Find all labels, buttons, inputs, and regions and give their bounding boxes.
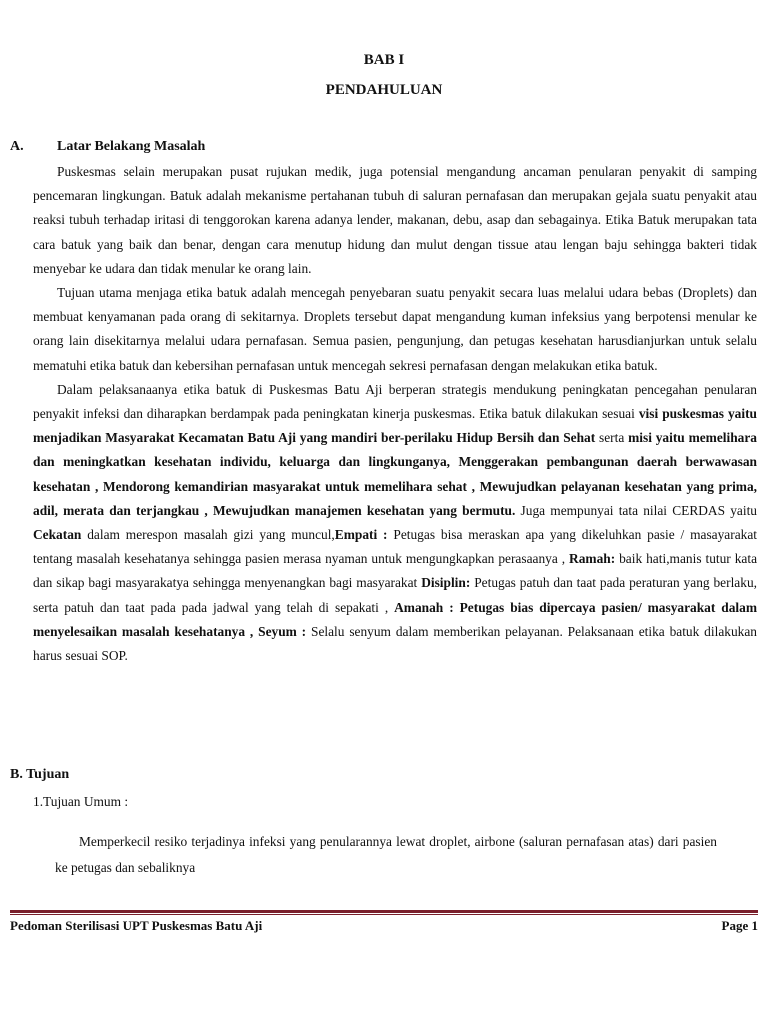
bold-segment: Cekatan bbox=[33, 527, 82, 543]
paragraph-2: Tujuan utama menjaga etika batuk adalah mencegah penyebaran suatu penyakit secara luas melalui udara bebas (Droplets) dan membuat kenyamanan pada orang di sekitarnya. Droplets tersebut dapat mengandung kuman infeksius yang berpotensi menular ke orang lain disekitarnya melalui udara pernafasan. Semua pasien, pengunjung, dan petugas kesehatan harusdianjurkan untuk selalu mematuhi etika batuk dan kebersihan pernafasan untuk mencegah sekresi pernafasan dengan melakukan etika batuk. bbox=[33, 285, 757, 373]
bold-segment: Disiplin: bbox=[421, 575, 471, 591]
text-segment: Dalam pelaksanaanya etika batuk di Puskesmas Batu Aji berperan strategis mendukung peningkatan pencegahan penularan penyakit infeksi dan diharapkan berdampak pada peningkatan kinerja puskesmas. Etika batuk dilakukan sesuai bbox=[33, 381, 757, 422]
section-b-subheading: 1.Tujuan Umum : bbox=[33, 794, 129, 809]
section-a-marker: A. bbox=[10, 139, 24, 154]
text-segment: baik hati,manis tutur kata dan sikap bagi masyarakatya sehingga menyenangkan bagi masyarakat bbox=[33, 551, 758, 591]
text-segment: Petugas patuh dan taat pada peraturan yang berlaku, serta patuh dan taat pada pada jadwal yang telah di sepakati , bbox=[33, 575, 757, 615]
page-number: Page 1 bbox=[721, 918, 758, 933]
text-segment: dalam merespon masalah gizi yang muncul, bbox=[81, 527, 335, 543]
tujuan-umum-paragraph: Memperkecil resiko terjadinya infeksi yang penularannya lewat droplet, airbone (saluran pernafasan atas) dari pasien ke petugas dan sebaliknya bbox=[55, 834, 717, 875]
bold-segment: visi puskesmas yaitu menjadikan Masyarakat Kecamatan Batu Aji yang mandiri ber-perilaku Hidup Bersih dan Sehat bbox=[33, 406, 758, 446]
bold-segment: Empati : bbox=[334, 527, 388, 543]
bold-segment: Ramah: bbox=[569, 551, 616, 567]
chapter-number: BAB I bbox=[363, 52, 405, 68]
text-segment: serta bbox=[595, 430, 629, 446]
bold-segment: Amanah : Petugas bias dipercaya pasien/ masyarakat dalam menyelesaikan masalah kesehatanya , Seyum : bbox=[33, 599, 758, 639]
section-b-body bbox=[55, 829, 717, 881]
text-segment: Juga mempunyai tata nilai CERDAS yaitu bbox=[515, 502, 758, 518]
paragraph-3 bbox=[33, 378, 757, 668]
section-b-heading: B. Tujuan bbox=[10, 767, 70, 782]
bold-segment: misi yaitu memelihara dan meningkatkan kesehatan individu, keluarga dan lingkunganya, Menggerakan pembangunan daerah berwawasan kesehatan , Mendorong kemandirian masyarakat untuk memelihara sehat , Mewujudkan pelayanan kesehatan yang prima, adil, merata dan terjangkau , Mewujudkan manajemen kesehatan yang bermutu. bbox=[33, 430, 757, 518]
chapter-title: PENDAHULUAN bbox=[325, 82, 443, 98]
text-segment: Selalu senyum dalam memberikan pelayanan. Pelaksanaan etika batuk dilakukan harus sesuai SOP. bbox=[33, 623, 757, 664]
paragraph-1: Puskesmas selain merupakan pusat rujukan medik, juga potensial mengandung ancaman penularan penyakit di samping pencemaran lingkungan. Batuk adalah mekanisme pertahanan tubuh di saluran pernafasan dan merupakan gejala suatu penyakit atau reaksi tubuh terhadap iritasi di tenggorokan karena adanya lender, makanan, debu, asap dan sebagainya. Etika Batuk merupakan tata cara batuk yang baik dan benar, dengan cara menutup hidung dan mulut dengan tissue atau lengan baju sehingga bakteri tidak menyebar ke udara dan tidak menular ke orang lain. bbox=[33, 164, 757, 276]
section-a-heading: Latar Belakang Masalah bbox=[57, 139, 206, 154]
section-a-body bbox=[33, 160, 757, 668]
footer-divider bbox=[10, 910, 758, 915]
text-segment: Petugas bisa meraskan apa yang dikeluhkan pasie / masayarakat tentang masalah kesehatanya sehingga pasien merasa nyaman untuk mengungkapkan perasaanya , bbox=[33, 527, 758, 567]
footer-title: Pedoman Sterilisasi UPT Puskesmas Batu Aji bbox=[10, 918, 263, 933]
